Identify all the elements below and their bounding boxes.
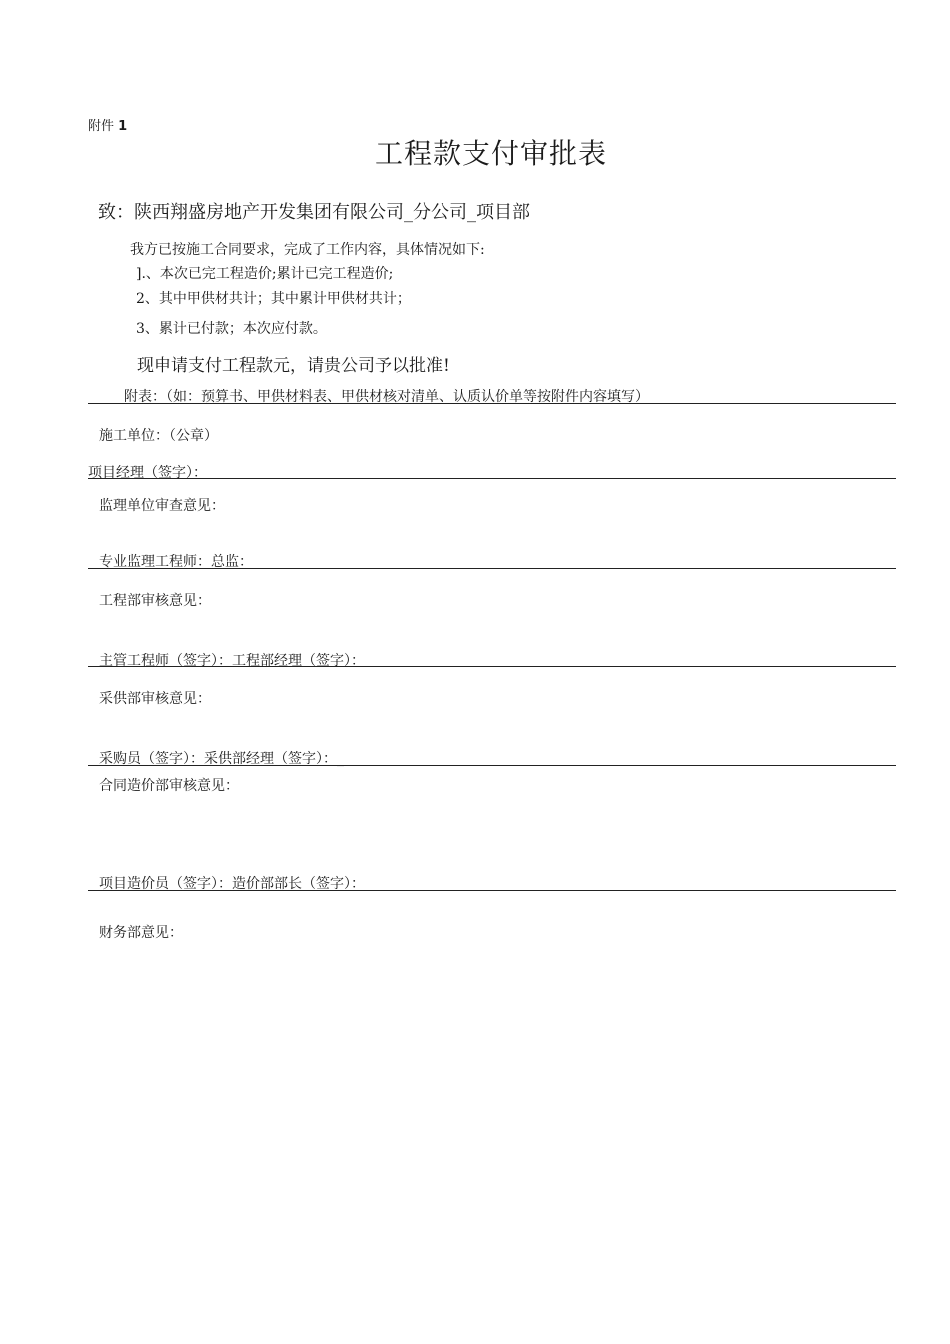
project-manager-signature-label: 项目经理（签字）： bbox=[88, 465, 207, 481]
divider-line bbox=[88, 666, 896, 667]
divider-line bbox=[88, 568, 896, 569]
document-title: 工程款支付审批表 bbox=[374, 137, 607, 170]
procurement-signers-label: 采购员（签字）：采供部经理（签字）：_ bbox=[99, 751, 344, 767]
supervision-opinion-label: 监理单位审查意见： bbox=[99, 498, 225, 514]
divider-line bbox=[88, 403, 896, 404]
engineering-signers-label: 主管工程师（签字）：工程部经理（签字）： bbox=[99, 653, 365, 669]
payment-request-text: 现申请支付工程款元，请贵公司予以批准! bbox=[137, 356, 450, 376]
cost-opinion-label: 合同造价部审核意见： bbox=[99, 778, 239, 794]
item-3: 3、累计已付款；本次应付款。 bbox=[136, 321, 327, 337]
attachment-number: 1 bbox=[118, 119, 128, 134]
item-2: 2、其中甲供材共计；其中累计甲供材共计； bbox=[136, 291, 411, 307]
intro-text: 我方已按施工合同要求，完成了工作内容，具体情况如下: bbox=[130, 242, 485, 258]
annex-note: 附表：（如：预算书、甲供材料表、甲供材核对清单、认质认价单等按附件内容填写） bbox=[124, 389, 649, 405]
item-1: ].、本次已完工程造价;累计已完工程造价; bbox=[136, 266, 394, 282]
cost-signers-label: 项目造价员（签字）：造价部部长（签字）： bbox=[99, 876, 365, 892]
divider-line bbox=[88, 478, 896, 479]
divider-line bbox=[88, 765, 896, 766]
contractor-unit-label: 施工单位：（公章） bbox=[99, 428, 218, 444]
finance-opinion-label: 财务部意见： bbox=[99, 925, 183, 941]
divider-line bbox=[88, 890, 896, 891]
supervision-signers-label: 专业监理工程师：总监： bbox=[99, 554, 253, 570]
procurement-opinion-label: 采供部审核意见： bbox=[99, 691, 211, 707]
engineering-opinion-label: 工程部审核意见： bbox=[99, 593, 211, 609]
addressee-line: 致：陕西翔盛房地产开发集团有限公司_分公司_项目部 bbox=[98, 202, 530, 223]
attachment-label-text: 附件 bbox=[88, 119, 115, 134]
